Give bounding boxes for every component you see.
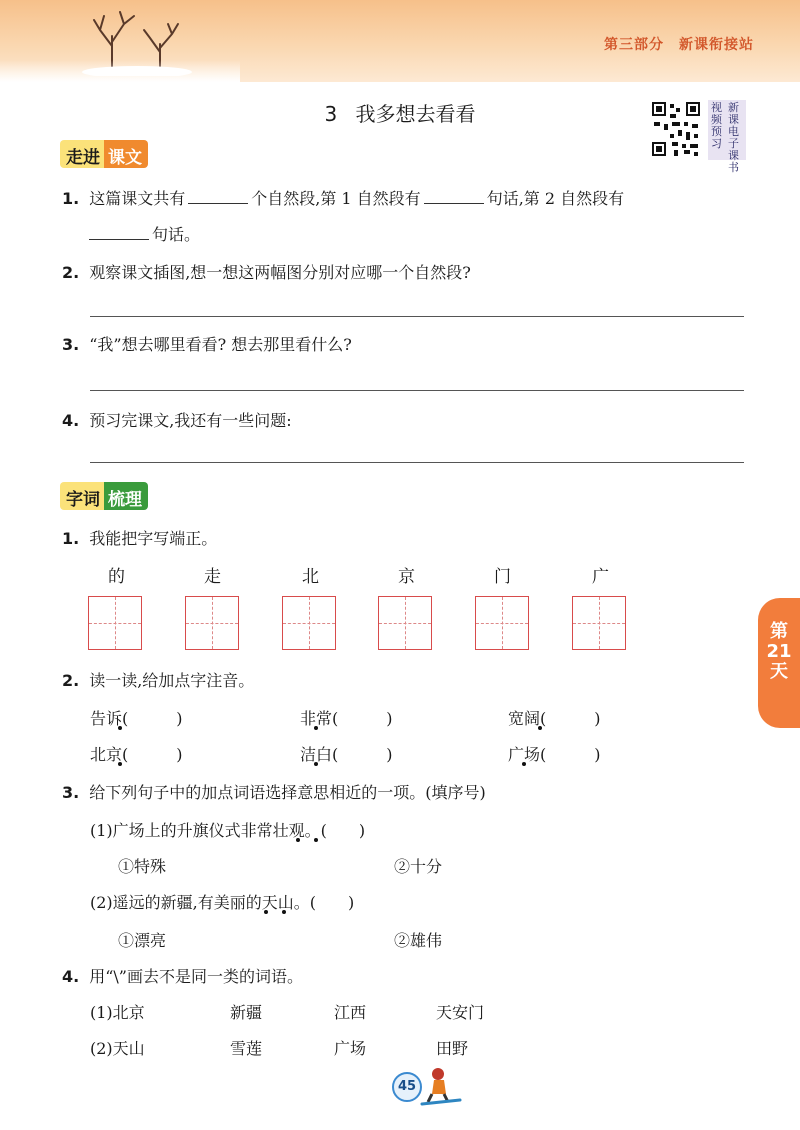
answer-line[interactable] [90,316,744,317]
q-number: 4. [62,967,80,986]
option-b[interactable]: ②十分 [394,857,443,876]
pinyin-item[interactable]: 广场( ) [508,745,601,764]
word-item[interactable]: 田野 [436,1039,469,1058]
answer-blank[interactable] [188,187,248,204]
answer-blank[interactable] [424,187,484,204]
qr-note-col1: 视频预习 [711,101,722,150]
option-a[interactable]: ①漂亮 [118,931,167,950]
q-text: 句话。 [152,225,201,244]
q-number: 3. [62,335,80,354]
q-text: 句话,第 2 自然段有 [486,189,625,208]
q-text: 给下列句子中的加点词语选择意思相近的一项。(填序号) [89,783,486,802]
answer-blank[interactable] [89,223,149,240]
header-banner [0,0,800,82]
answer-line[interactable] [90,390,744,391]
q-text: 这篇课文共有 [89,189,186,208]
writing-grid[interactable] [282,596,336,650]
word-item[interactable]: (2)天山 [90,1039,145,1058]
badge-part2: 课文 [104,140,148,168]
option-a[interactable]: ①特殊 [118,857,167,876]
writing-grid[interactable] [378,596,432,650]
q-number: 1. [62,529,80,548]
qr-code[interactable] [650,100,702,158]
q-text: 观察课文插图,想一想这两幅图分别对应哪一个自然段? [89,263,471,282]
lesson-number: 3 [324,102,338,126]
question-2-3 [62,780,486,803]
word-item[interactable]: 雪莲 [230,1039,263,1058]
question-1-1 [62,186,624,209]
writing-grid[interactable] [185,596,239,650]
pinyin-item[interactable]: 宽阔( ) [508,709,601,728]
char-6: 广 [592,567,609,587]
word-item[interactable]: 江西 [334,1003,367,1022]
question-1-2 [62,260,471,283]
word-item[interactable]: (1)北京 [90,1003,145,1022]
badge-part1: 走进 [60,140,104,168]
question-2-1 [62,526,217,549]
badge-part2: 梳理 [104,482,148,510]
pinyin-item[interactable]: 洁白( ) [300,745,393,764]
page-number: 45 [392,1072,422,1102]
char-5: 门 [494,567,511,587]
qr-note-col2: 新课电子课书 [728,101,739,174]
skier-mascot-icon [420,1066,470,1106]
char-4: 京 [398,567,415,587]
snow-ground [0,60,240,82]
word-item[interactable]: 广场 [334,1039,367,1058]
section-badge-read-text [60,140,148,168]
question-1-1-cont [86,222,200,245]
pinyin-item[interactable]: 非常( ) [300,709,393,728]
option-b[interactable]: ②雄伟 [394,931,443,950]
word-item[interactable]: 天安门 [436,1003,485,1022]
question-1-4 [62,408,292,431]
q-number: 2. [62,263,80,282]
sentence-1[interactable]: (1)广场上的升旗仪式非常壮观。( ) [90,821,366,840]
day-tab-line1: 第 [770,621,788,642]
char-1: 的 [108,567,125,587]
section-label: 第三部分 新课衔接站 [604,37,754,53]
char-2: 走 [204,567,221,587]
question-2-2 [62,668,254,691]
writing-grid[interactable] [572,596,626,650]
day-tab-line2: 21 [766,641,792,662]
pinyin-item[interactable]: 告诉( ) [90,709,183,728]
qr-note [708,100,746,174]
char-3: 北 [302,567,319,587]
question-1-3 [62,332,352,355]
day-tab [758,598,800,728]
q-text: 读一读,给加点字注音。 [89,671,255,690]
q-number: 3. [62,783,80,802]
q-text: 个自然段,第 1 自然段有 [251,189,421,208]
answer-line[interactable] [90,462,744,463]
section-badge-words [60,482,148,510]
q-text: 用“\”画去不是同一类的词语。 [89,967,303,986]
lesson-title-text: 我多想去看看 [355,102,476,126]
q-text: 预习完课文,我还有一些问题: [89,411,292,430]
q-text: “我”想去哪里看看? 想去那里看什么? [89,335,352,354]
day-tab-line3: 天 [770,661,788,682]
question-2-4 [62,964,303,987]
q-number: 4. [62,411,80,430]
pinyin-item[interactable]: 北京( ) [90,745,183,764]
sentence-2[interactable]: (2)遥远的新疆,有美丽的天山。( ) [90,893,355,912]
writing-grid[interactable] [88,596,142,650]
badge-part1: 字词 [60,482,104,510]
writing-grid[interactable] [475,596,529,650]
q-number: 2. [62,671,80,690]
q-number: 1. [62,189,80,208]
word-item[interactable]: 新疆 [230,1003,263,1022]
q-text: 我能把字写端正。 [89,529,218,548]
